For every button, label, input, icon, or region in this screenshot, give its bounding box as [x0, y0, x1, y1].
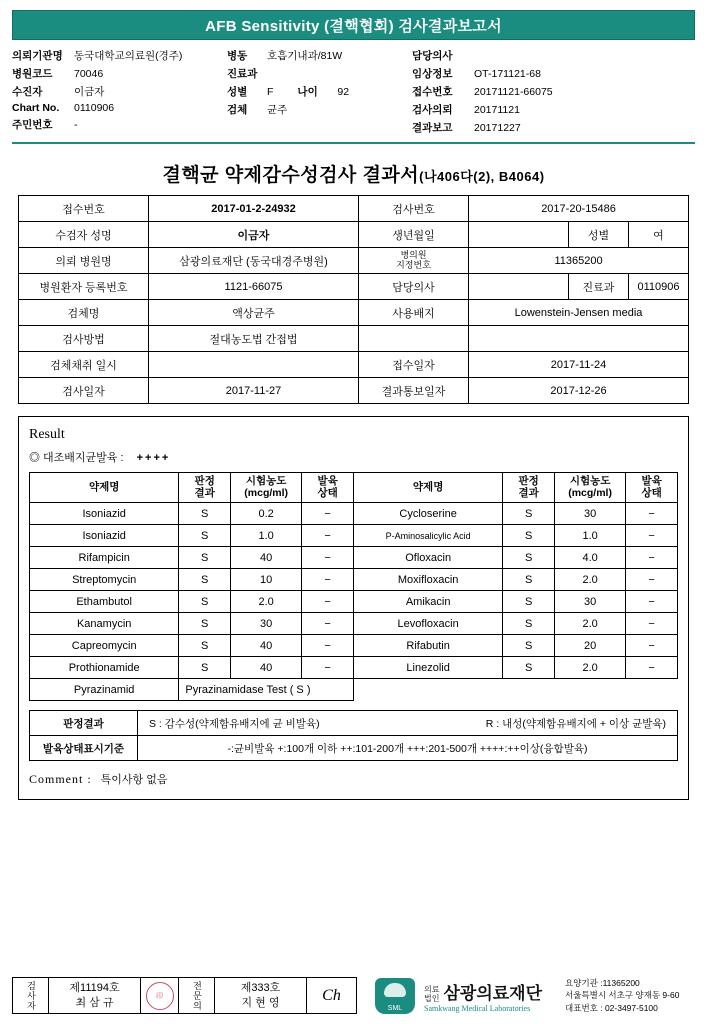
- field-label: 의뢰기관명: [12, 50, 63, 62]
- comment-row: [29, 771, 678, 787]
- tester-license-no: 제11194호: [69, 981, 120, 994]
- drug-name: Streptomycin: [30, 569, 179, 591]
- header-column-2: [227, 48, 412, 135]
- field-label: 임상정보: [412, 68, 453, 80]
- patient-header: [12, 48, 695, 144]
- drug-judge: S: [503, 569, 555, 591]
- info-label: 사용배지: [359, 300, 469, 326]
- control-growth-line: [29, 449, 678, 465]
- drug-conc: 40: [231, 635, 302, 657]
- drug-name: Isoniazid: [30, 525, 179, 547]
- drug-state: −: [302, 591, 354, 613]
- col-header-drug-left: 약제명: [30, 473, 179, 503]
- table-row: [30, 547, 678, 569]
- specialist-license-no: 제333호: [240, 981, 281, 994]
- info-value: 1121-66075: [149, 274, 359, 300]
- comment-value: 특이사항 없음: [100, 774, 168, 786]
- table-row: [30, 591, 678, 613]
- drug-conc: 2.0: [555, 613, 626, 635]
- footer-label-specialist: 전문의: [179, 978, 215, 1014]
- drug-state: −: [626, 547, 678, 569]
- table-row: [30, 736, 678, 761]
- criteria-resistant-text: R : 내성(약제함유배지에 + 이상 균발육): [485, 717, 666, 730]
- field-value: OT-171121-68: [474, 68, 541, 80]
- tester-name: 최 삼 규: [75, 996, 114, 1009]
- criteria-table: [29, 710, 678, 761]
- result-title-code: (나406다(2), B4064): [419, 169, 545, 184]
- drug-conc: 2.0: [555, 657, 626, 679]
- drug-conc: 30: [555, 503, 626, 525]
- drug-judge: S: [503, 547, 555, 569]
- info-label: 검사일자: [19, 378, 149, 404]
- drug-state: −: [302, 503, 354, 525]
- info-label: 수검자 성명: [19, 222, 149, 248]
- lab-address: 서울특별시 서초구 양재동 9-60: [565, 990, 680, 1001]
- header-field: [412, 120, 602, 135]
- field-label: 수진자: [12, 86, 43, 98]
- header-field: [12, 84, 227, 99]
- field-value: 호흡기내과/81W: [267, 50, 343, 62]
- field-label: 병동: [227, 50, 248, 62]
- tester-stamp-cell: [141, 978, 179, 1014]
- field-value: F: [267, 86, 274, 98]
- field-label: 진료과: [227, 68, 258, 80]
- info-value: Lowenstein-Jensen media: [469, 300, 689, 326]
- table-row: [30, 525, 678, 547]
- drug-judge: S: [179, 547, 231, 569]
- header-field: [12, 48, 227, 63]
- drug-name: P-Aminosalicylic Acid: [353, 525, 502, 547]
- field-value-age: 92: [337, 86, 350, 98]
- report-title-text: AFB Sensitivity (결핵협회) 검사결과보고서: [205, 17, 502, 35]
- lab-institution-no: 요양기관 :11365200: [565, 978, 640, 989]
- table-row: [19, 274, 689, 300]
- info-label: 담당의사: [359, 274, 469, 300]
- drug-judge: S: [179, 613, 231, 635]
- header-field: [12, 117, 227, 132]
- drug-judge: S: [503, 657, 555, 679]
- col-header-judge-left: 판정 결과: [179, 473, 231, 503]
- drug-state: −: [626, 525, 678, 547]
- col-header-drug-right: 약제명: [353, 473, 502, 503]
- field-label: 접수번호: [412, 86, 453, 98]
- field-label: Chart No.: [12, 102, 60, 114]
- col-header-judge-right: 판정 결과: [503, 473, 555, 503]
- table-row: [19, 326, 689, 352]
- seal-stamp-text: 印: [156, 992, 163, 1000]
- info-label: 접수일자: [359, 352, 469, 378]
- info-value: 2017-11-24: [469, 352, 689, 378]
- drug-judge: S: [179, 657, 231, 679]
- drug-name: Cycloserine: [353, 503, 502, 525]
- drug-name: Moxifloxacin: [353, 569, 502, 591]
- lab-branding: [357, 977, 695, 1014]
- drug-state: −: [626, 569, 678, 591]
- lab-name-ko: 삼광의료재단: [443, 983, 543, 1003]
- info-value: 2017-20-15486: [469, 196, 689, 222]
- header-field: [227, 66, 412, 81]
- field-value: 70046: [74, 68, 104, 80]
- col-header-state-right: 발육 상태: [626, 473, 678, 503]
- table-row: [13, 978, 357, 1014]
- field-value: 20171121-66075: [474, 86, 553, 98]
- info-label: 병원환자 등록번호: [19, 274, 149, 300]
- drug-judge: S: [179, 525, 231, 547]
- header-field: [12, 102, 227, 114]
- drug-state: −: [302, 657, 354, 679]
- drug-state: −: [302, 635, 354, 657]
- drug-judge: S: [503, 503, 555, 525]
- table-row: [19, 248, 689, 274]
- table-row: [19, 300, 689, 326]
- field-label: 검체: [227, 104, 248, 116]
- info-value-dept: 0110906: [629, 274, 689, 300]
- field-label: 결과보고: [412, 122, 453, 134]
- report-footer: [12, 977, 695, 1014]
- drug-state: −: [626, 503, 678, 525]
- header-field: [227, 102, 412, 117]
- drug-conc: 30: [555, 591, 626, 613]
- drug-state: −: [302, 525, 354, 547]
- drug-name: Rifampicin: [30, 547, 179, 569]
- table-row: [30, 711, 678, 736]
- drug-judge: S: [503, 635, 555, 657]
- table-row: [30, 635, 678, 657]
- col-header-conc-left: 시험농도 (mcg/ml): [231, 473, 302, 503]
- info-label: 생년월일: [359, 222, 469, 248]
- col-header-conc-right: 시험농도 (mcg/ml): [555, 473, 626, 503]
- control-growth-label: ◎ 대조배지균발육 :: [29, 452, 124, 464]
- header-column-3: [412, 48, 602, 135]
- table-row-pyrazinamid: [30, 679, 678, 701]
- control-growth-value: ++++: [136, 452, 171, 464]
- report-title-bar: [12, 10, 695, 40]
- field-value: 동국대학교의료원(경주): [74, 50, 183, 62]
- drug-name: Rifabutin: [353, 635, 502, 657]
- drug-conc: 1.0: [231, 525, 302, 547]
- drug-judge: S: [179, 635, 231, 657]
- info-label: 결과통보일자: [359, 378, 469, 404]
- header-column-1: [12, 48, 227, 135]
- drug-judge: S: [503, 525, 555, 547]
- field-value: 균주: [267, 104, 288, 116]
- drug-name: Amikacin: [353, 591, 502, 613]
- info-label: [359, 326, 469, 352]
- drug-conc: 30: [231, 613, 302, 635]
- info-value: 절대농도법 간접법: [149, 326, 359, 352]
- drug-conc: 2.0: [231, 591, 302, 613]
- field-label: 검사의뢰: [412, 104, 453, 116]
- specimen-info-table: [18, 195, 689, 404]
- info-value: 액상균주: [149, 300, 359, 326]
- info-label: 접수번호: [19, 196, 149, 222]
- info-value: 2017-11-27: [149, 378, 359, 404]
- drug-name: Prothionamide: [30, 657, 179, 679]
- header-field: [412, 48, 602, 63]
- field-value: -: [74, 119, 78, 131]
- drug-name: Isoniazid: [30, 503, 179, 525]
- drug-judge: S: [503, 591, 555, 613]
- info-label-dept: 진료과: [569, 274, 629, 300]
- drug-conc: 10: [231, 569, 302, 591]
- drug-conc: 40: [231, 547, 302, 569]
- info-value: [469, 222, 569, 248]
- drug-name: Ethambutol: [30, 591, 179, 613]
- drug-name: Ofloxacin: [353, 547, 502, 569]
- table-row: [19, 222, 689, 248]
- drug-susceptibility-table: [29, 472, 678, 701]
- info-label: 의뢰 병원명: [19, 248, 149, 274]
- field-label: 담당의사: [412, 50, 453, 62]
- field-label: 병원코드: [12, 68, 53, 80]
- seal-stamp-icon: [146, 982, 174, 1010]
- drug-state: −: [626, 613, 678, 635]
- drug-name: Linezolid: [353, 657, 502, 679]
- drug-state: −: [626, 635, 678, 657]
- info-label-clinic-no: 병의원 지정번호: [359, 248, 469, 274]
- table-row: [30, 503, 678, 525]
- result-title-text: 결핵균 약제감수성검사 결과서: [162, 165, 420, 186]
- drug-judge: S: [179, 569, 231, 591]
- signature-table: [12, 977, 357, 1014]
- report-page: [0, 10, 707, 1024]
- lab-address-block: [565, 977, 679, 1014]
- criteria-value-growth: -:균비발육 +:100개 이하 ++:101-200개 +++:201-500개 ++++:++이상(융합발육): [138, 736, 678, 761]
- info-label-sex: 성별: [569, 222, 629, 248]
- table-row: [30, 657, 678, 679]
- drug-state: −: [626, 657, 678, 679]
- drug-state: −: [302, 613, 354, 635]
- specialist-signature: Ch: [307, 978, 357, 1014]
- info-value: 11365200: [469, 248, 689, 274]
- info-value: 삼광의료재단 (동국대경주병원): [149, 248, 359, 274]
- info-value: 이금자: [149, 222, 359, 248]
- drug-name: Pyrazinamid: [30, 679, 179, 701]
- table-row: [19, 378, 689, 404]
- table-row: [19, 352, 689, 378]
- header-field: [412, 102, 602, 117]
- drug-state: −: [626, 591, 678, 613]
- criteria-key-growth: 발육상태표시기준: [30, 736, 138, 761]
- drug-judge: S: [503, 613, 555, 635]
- info-label: 검사방법: [19, 326, 149, 352]
- field-value: 0110906: [74, 102, 115, 114]
- drug-conc: 4.0: [555, 547, 626, 569]
- drug-conc: 40: [231, 657, 302, 679]
- specialist-license: [215, 978, 307, 1014]
- info-value: 2017-12-26: [469, 378, 689, 404]
- lab-logo-icon: [375, 978, 415, 1014]
- table-row: [19, 196, 689, 222]
- drug-conc: 0.2: [231, 503, 302, 525]
- criteria-key-judgement: 판정결과: [30, 711, 138, 736]
- field-label: 주민번호: [12, 119, 53, 131]
- table-row: [30, 613, 678, 635]
- comment-label: Comment :: [29, 772, 92, 786]
- info-value: [469, 326, 689, 352]
- pyrazinamidase-test-result: Pyrazinamidase Test ( S ): [179, 679, 354, 701]
- drug-name: Capreomycin: [30, 635, 179, 657]
- lab-name-block: [424, 979, 542, 1013]
- lab-entity-type: 의료 법인: [424, 985, 440, 1004]
- lab-phone: 대표번호 : 02-3497-5100: [565, 1002, 658, 1013]
- drug-conc: 1.0: [555, 525, 626, 547]
- info-label: 검체명: [19, 300, 149, 326]
- info-label: 검사번호: [359, 196, 469, 222]
- tester-license: [49, 978, 141, 1014]
- result-section: [18, 416, 689, 800]
- header-field: [227, 48, 412, 63]
- field-value: 20171227: [474, 122, 521, 134]
- info-value: [149, 352, 359, 378]
- drug-state: −: [302, 569, 354, 591]
- drug-conc: 2.0: [555, 569, 626, 591]
- specialist-name: 지 현 영: [241, 996, 280, 1009]
- drug-judge: S: [179, 591, 231, 613]
- result-heading: Result: [29, 427, 65, 442]
- field-label: 성별: [227, 86, 248, 98]
- result-document-title: [0, 160, 707, 187]
- info-value: [469, 274, 569, 300]
- drug-state: −: [302, 547, 354, 569]
- drug-name: Kanamycin: [30, 613, 179, 635]
- lab-name-en: Samkwang Medical Laboratories: [424, 1003, 531, 1013]
- table-header-row: [30, 473, 678, 503]
- drug-judge: S: [179, 503, 231, 525]
- col-header-state-left: 발육 상태: [302, 473, 354, 503]
- info-label: 검체채취 일시: [19, 352, 149, 378]
- field-label-age: 나이: [297, 86, 318, 98]
- lab-logo-badge: SML: [387, 1004, 403, 1012]
- drug-conc: 20: [555, 635, 626, 657]
- header-field-sex-age: [227, 84, 412, 99]
- header-field: [12, 66, 227, 81]
- footer-label-tester: 검사자: [13, 978, 49, 1014]
- field-value: 20171121: [474, 104, 520, 116]
- drug-name: Levofloxacin: [353, 613, 502, 635]
- info-value: 2017-01-2-24932: [149, 196, 359, 222]
- field-value: 이금자: [74, 86, 105, 98]
- criteria-value-judgement: [138, 711, 678, 736]
- criteria-susceptible-text: S : 감수성(약제함유배지에 균 비발육): [149, 717, 320, 730]
- info-value-sex: 여: [629, 222, 689, 248]
- table-row: [30, 569, 678, 591]
- header-field: [412, 66, 602, 81]
- header-field: [412, 84, 602, 99]
